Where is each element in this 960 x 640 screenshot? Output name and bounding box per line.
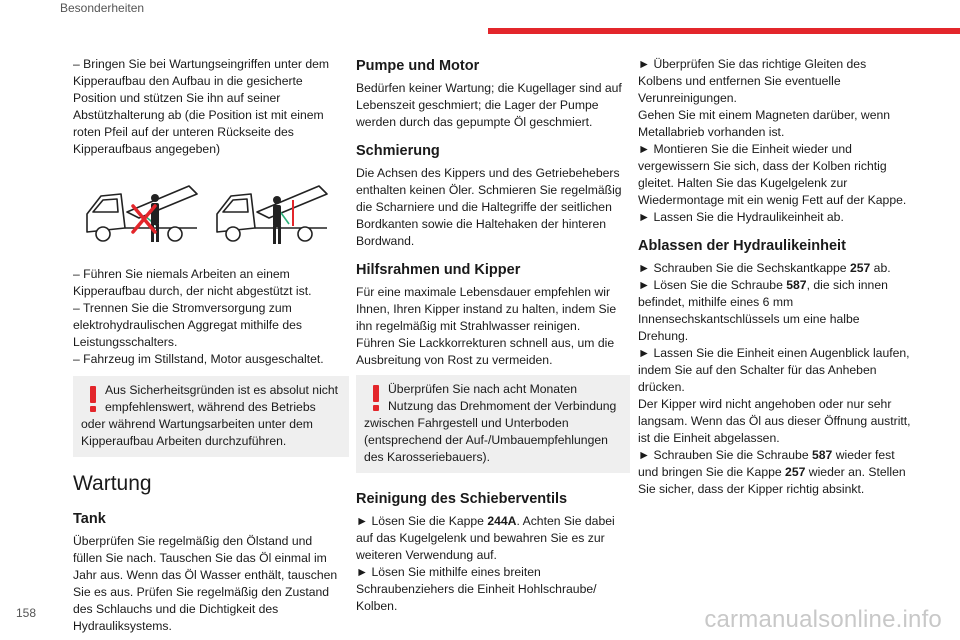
drain-step-text: , die sich innen befindet, mithilfe eines 6 mm Innensechskantschlüssels um eine halbe Drehung.: [638, 278, 888, 343]
valve-step-text: ► Lösen Sie die Kappe: [356, 514, 488, 528]
valve-step: [356, 513, 624, 564]
drain-step-text: wieder an. Stellen Sie sicher, dass der Kipper richtig absinkt.: [638, 465, 906, 496]
column-right: [638, 56, 912, 498]
section-title: Wartung: [73, 472, 152, 495]
bullet-item: – Trennen Sie die Stromversorgung zum elektrohydraulischen Aggregat mithilfe des Leistungsschalters.: [73, 301, 302, 349]
part-number: 257: [785, 465, 806, 479]
supported-tipper-truck: [217, 186, 327, 241]
drain-step: [638, 260, 912, 277]
bullet-item: – Fahrzeug im Stillstand, Motor ausgeschaltet.: [73, 352, 324, 366]
check-step: ► Montieren Sie die Einheit wieder und vergewissern Sie sich, dass der Kolben richtig gleitet. Halten Sie das Kugelgelenk zur Wiedermontage mit ein wenig Fett auf der Kappe.: [638, 142, 907, 207]
valve-step-text: . Achten Sie dabei auf das Kugelgelenk und bewahren Sie es zur weiteren Verwendung auf.: [356, 514, 615, 562]
torque-warning-box: [356, 375, 630, 473]
lubrication-paragraph: Die Achsen des Kippers und des Getriebehebers enthalten keinen Öler. Schmieren Sie regelmäßig die Scharniere und die Haltegriffe der seitlichen Bordkanten sowie die Haltehaken der hinteren Bordwand.: [356, 166, 622, 248]
valve-step: ► Lösen Sie mithilfe eines breiten Schraubenziehers die Einheit Hohlschraube/ Kolben.: [356, 565, 597, 613]
drain-step-text: ► Schrauben Sie die Sechskantkappe: [638, 261, 850, 275]
warning-text-first: Aus Sicherheitsgründen ist es absolut nicht empfehlenswert, während des Betriebs: [105, 383, 339, 414]
frame-paragraph: Für eine maximale Lebensdauer empfehlen wir Ihnen, Ihren Kipper instand zu halten, indem Sie ihn regelmäßig mit Strahlwasser reinigen.: [356, 285, 617, 333]
tank-heading: Tank: [73, 511, 106, 527]
watermark: carmanualsonline.info: [704, 606, 942, 633]
drain-step: [638, 447, 912, 498]
bullet-item: – Führen Sie niemals Arbeiten an einem Kipperaufbau durch, der nicht abgestützt ist.: [73, 267, 312, 298]
pump-paragraph: Bedürfen keiner Wartung; die Kugellager sind auf Lebenszeit geschmiert; die Lager der Pumpe werden durch das gepumpte Öl geschmiert.: [356, 81, 622, 129]
check-note: Gehen Sie mit einem Magneten darüber, wenn Metallabrieb vorhanden ist.: [638, 108, 891, 139]
part-number: 257: [849, 261, 871, 275]
safety-warning-box: [73, 376, 349, 457]
tank-paragraph: Überprüfen Sie regelmäßig den Ölstand und füllen Sie nach. Tauschen Sie das Öl einmal im Jahr aus. Wenn das Öl Wasser enthält, tauschen Sie es aus. Prüfen Sie regelmäßig den Zustand des Schlauchs und die Dichtigkeit des Hydrauliksystems.: [73, 534, 338, 633]
exclamation-icon: [366, 383, 386, 413]
drain-step: [638, 277, 912, 345]
unsupported-tipper-truck: [87, 186, 197, 241]
drain-step-text: ► Lösen Sie die Schraube: [638, 278, 787, 292]
warning-text-first: Überprüfen Sie nach acht Monaten Nutzung das Drehmoment der Verbindung: [388, 382, 617, 413]
tipper-support-illustration: [79, 166, 337, 258]
frame-paragraph: Führen Sie Lackkorrekturen schnell aus, um die Ausbreitung von Rost zu vermeiden.: [356, 336, 615, 367]
column-middle: [356, 56, 624, 615]
warning-text-rest: zwischen Fahrgestell und Unterboden (entsprechend der Auf-/Umbauempfehlungen des Karosseriebauers).: [364, 416, 608, 464]
part-number: 244A: [487, 514, 517, 528]
part-number: 587: [812, 448, 833, 462]
lubrication-heading: Schmierung: [356, 143, 440, 159]
pump-heading: Pumpe und Motor: [356, 58, 480, 74]
drain-heading: Ablassen der Hydraulikeinheit: [638, 238, 846, 254]
part-number: 587: [786, 278, 807, 292]
check-step: ► Überprüfen Sie das richtige Gleiten des Kolbens und entfernen Sie eventuelle Verunreinigungen.: [638, 57, 867, 105]
running-header: Besonderheiten: [60, 1, 145, 15]
warning-text-rest: oder während Wartungsarbeiten unter dem Kipperaufbau Arbeiten durchzuführen.: [81, 417, 313, 448]
exclamation-icon: [83, 384, 103, 414]
check-step: ► Lassen Sie die Hydraulikeinheit ab.: [638, 210, 844, 224]
frame-heading: Hilfsrahmen und Kipper: [356, 262, 521, 278]
drain-step: ► Lassen Sie die Einheit einen Augenblick laufen, indem Sie auf den Schalter für das Anheben drücken.: [638, 346, 910, 394]
header-accent-bar: [488, 28, 960, 34]
valve-heading: Reinigung des Schieberventils: [356, 491, 568, 507]
drain-step-text: wieder fest und bringen Sie die Kappe: [638, 448, 895, 479]
drain-step-text: ab.: [870, 261, 891, 275]
column-left: [73, 56, 343, 635]
drain-note: Der Kipper wird nicht angehoben oder nur sehr langsam. Wenn das Öl aus dieser Öffnung austritt, ist die Einheit abgelassen.: [638, 397, 911, 445]
page-number: 158: [16, 606, 37, 620]
drain-step-text: ► Schrauben Sie die Schraube: [638, 448, 812, 462]
intro-paragraph: – Bringen Sie bei Wartungseingriffen unter dem Kipperaufbau den Aufbau in die gesicherte Position und stützen Sie ihn auf seiner Abstützhalterung ab (die Position ist mit einem roten Pfeil auf der unteren Rückseite des Kipperaufbaus angegeben): [73, 57, 330, 156]
